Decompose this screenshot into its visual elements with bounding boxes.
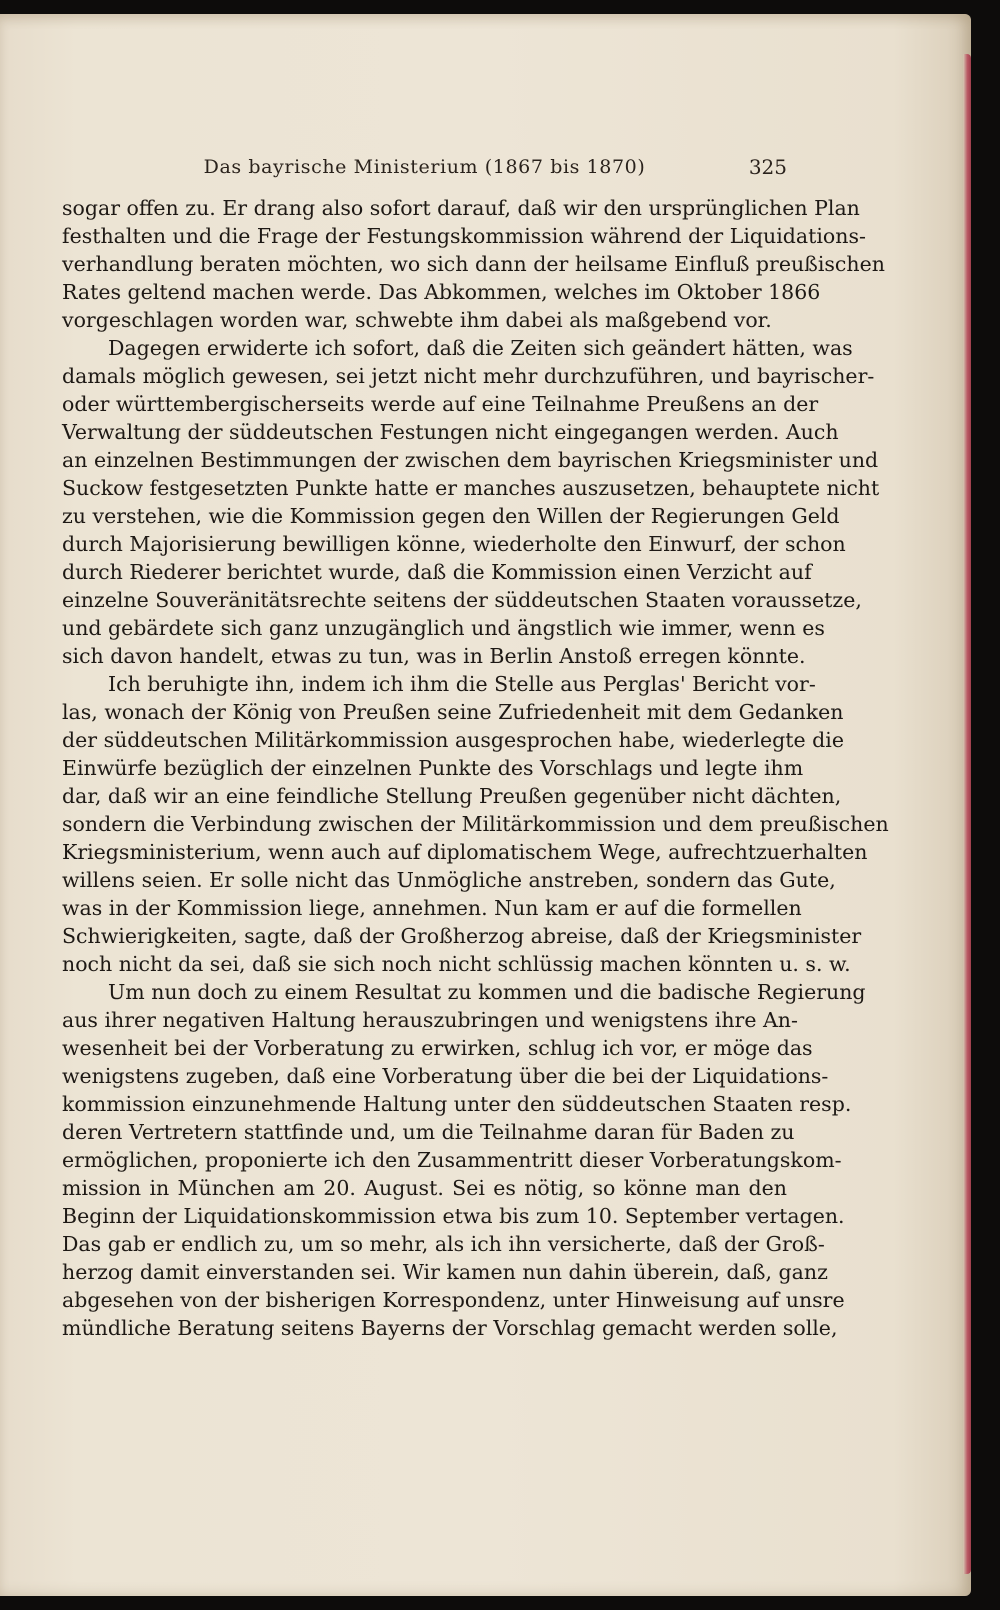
- text-line: durch Riederer berichtet wurde, daß die Kommission einen Verzicht auf: [62, 560, 812, 584]
- text-line: mündliche Beratung seitens Bayerns der Vorschlag gemacht werden solle,: [62, 1316, 838, 1340]
- text-line: sogar offen zu. Er drang also sofort darauf, daß wir den ursprünglichen Plan: [62, 196, 860, 220]
- text-line: noch nicht da sei, daß sie sich noch nicht schlüssig machen könnten u. s. w.: [62, 952, 851, 976]
- text-line: Dagegen erwiderte ich sofort, daß die Zeiten sich geändert hätten, was: [108, 336, 853, 360]
- text-line: wesenheit bei der Vorberatung zu erwirken, schlug ich vor, er möge das: [62, 1036, 813, 1060]
- text-line: kommission einzunehmende Haltung unter den süddeutschen Staaten resp.: [62, 1092, 852, 1116]
- text-line: oder württembergischerseits werde auf eine Teilnahme Preußens an der: [62, 392, 819, 416]
- page-edge: [963, 54, 971, 1574]
- text-line: zu verstehen, wie die Kommission gegen den Willen der Regierungen Geld: [62, 504, 840, 528]
- text-line: sondern die Verbindung zwischen der Militärkommission und dem preußischen: [62, 812, 889, 836]
- text-line: ermöglichen, proponierte ich den Zusammentritt dieser Vorberatungskom-: [62, 1148, 842, 1172]
- text-line: was in der Kommission liege, annehmen. Nun kam er auf die formellen: [62, 896, 802, 920]
- text-line: Beginn der Liquidationskommission etwa bis zum 10. September vertagen.: [62, 1204, 845, 1228]
- text-line: damals möglich gewesen, sei jetzt nicht mehr durchzuführen, und bayrischer-: [62, 364, 875, 388]
- text-line: herzog damit einverstanden sei. Wir kamen nun dahin überein, daß, ganz: [62, 1260, 828, 1284]
- text-line: aus ihrer negativen Haltung herauszubringen und wenigstens ihre An-: [62, 1008, 798, 1032]
- text-line: deren Vertretern stattfinde und, um die Teilnahme daran für Baden zu: [62, 1120, 795, 1144]
- text-line: mission in München am 20. August. Sei es nötig, so könne man den: [62, 1176, 787, 1200]
- text-line: vorgeschlagen worden war, schwebte ihm dabei als maßgebend vor.: [62, 308, 772, 332]
- text-line: verhandlung beraten möchten, wo sich dann der heilsame Einfluß preußischen: [62, 252, 885, 276]
- running-title: Das bayrische Ministerium (1867 bis 1870): [203, 156, 646, 178]
- body-text: [62, 194, 889, 1342]
- text-line: durch Majorisierung bewilligen könne, wiederholte den Einwurf, der schon: [62, 532, 846, 556]
- text-line: einzelne Souveränitätsrechte seitens der süddeutschen Staaten voraussetze,: [62, 588, 862, 612]
- text-line: Schwierigkeiten, sagte, daß der Großherzog abreise, daß der Kriegsminister: [62, 924, 862, 948]
- text-line: wenigstens zugeben, daß eine Vorberatung über die bei der Liquidations-: [62, 1064, 829, 1088]
- text-line: sich davon handelt, etwas zu tun, was in Berlin Anstoß erregen könnte.: [62, 644, 806, 668]
- text-line: Kriegsministerium, wenn auch auf diplomatischem Wege, aufrechtzuerhalten: [62, 840, 868, 864]
- text-line: und gebärdete sich ganz unzugänglich und ängstlich wie immer, wenn es: [62, 616, 825, 640]
- text-line: Einwürfe bezüglich der einzelnen Punkte des Vorschlags und legte ihm: [62, 756, 804, 780]
- text-line: festhalten und die Frage der Festungskommission während der Liquidations-: [62, 224, 866, 248]
- text-line: willens seien. Er solle nicht das Unmögliche anstreben, sondern das Gute,: [62, 868, 836, 892]
- text-line: der süddeutschen Militärkommission ausgesprochen habe, wiederlegte die: [62, 728, 844, 752]
- text-line: Suckow festgesetzten Punkte hatte er manches auszusetzen, behauptete nicht: [62, 476, 880, 500]
- text-line: an einzelnen Bestimmungen der zwischen dem bayrischen Kriegsminister und: [62, 448, 879, 472]
- book-page: [0, 14, 971, 1596]
- text-line: abgesehen von der bisherigen Korrespondenz, unter Hinweisung auf unsre: [62, 1288, 845, 1312]
- text-line: las, wonach der König von Preußen seine Zufriedenheit mit dem Gedanken: [62, 700, 844, 724]
- text-line: Verwaltung der süddeutschen Festungen nicht eingegangen werden. Auch: [62, 420, 839, 444]
- page-number: 325: [748, 155, 787, 179]
- text-line: Um nun doch zu einem Resultat zu kommen und die badische Regierung: [108, 980, 866, 1004]
- running-head: [62, 152, 787, 182]
- text-line: Das gab er endlich zu, um so mehr, als ich ihn versicherte, daß der Groß-: [62, 1232, 825, 1256]
- text-line: Ich beruhigte ihn, indem ich ihm die Stelle aus Perglas' Bericht vor-: [108, 672, 816, 696]
- text-line: dar, daß wir an eine feindliche Stellung Preußen gegenüber nicht dächten,: [62, 784, 842, 808]
- text-line: Rates geltend machen werde. Das Abkommen, welches im Oktober 1866: [62, 280, 821, 304]
